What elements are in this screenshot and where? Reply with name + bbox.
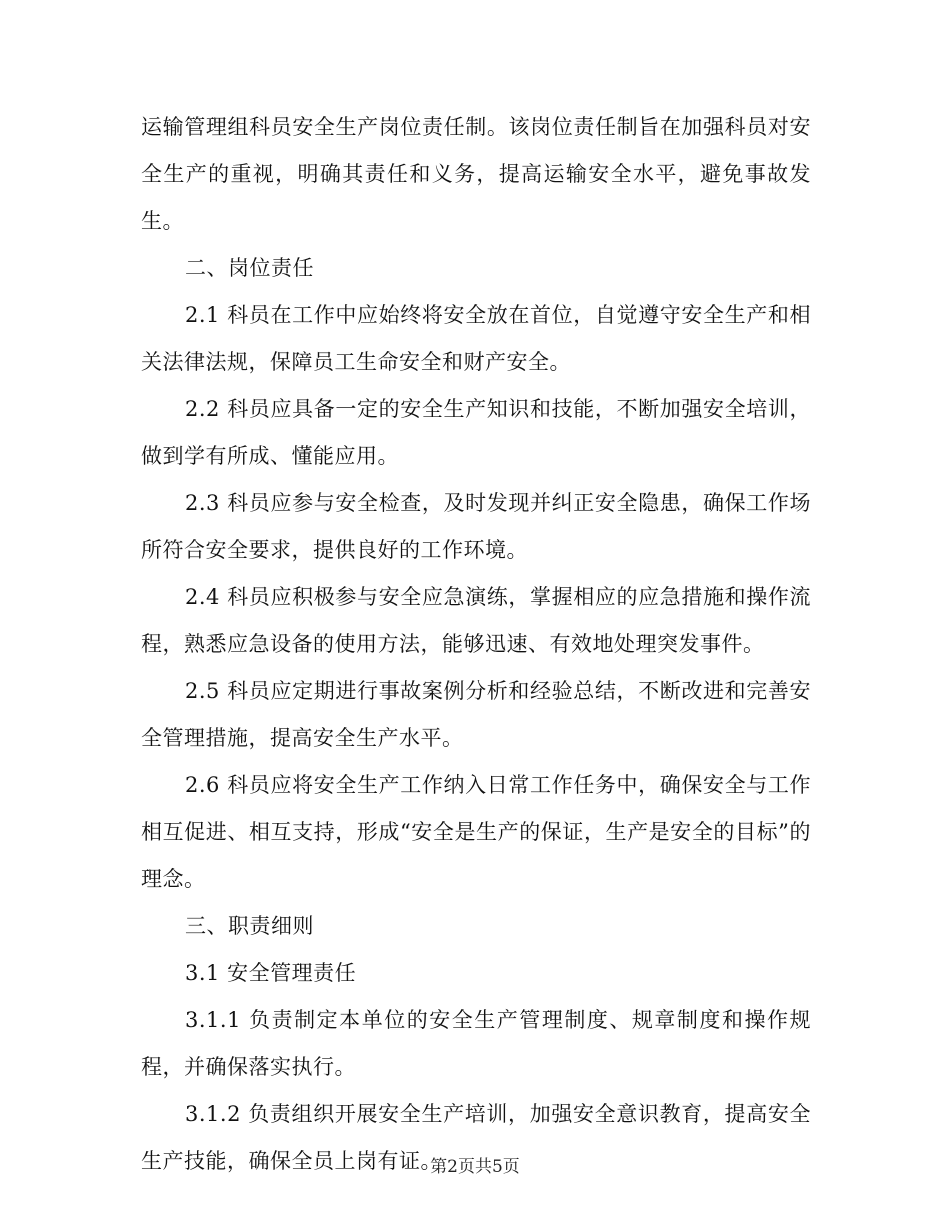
- paragraph-intro-continued: 运输管理组科员安全生产岗位责任制。该岗位责任制旨在加强科员对安全生产的重视，明确其责任和义务，提高运输安全水平，避免事故发生。: [141, 115, 811, 233]
- page-number-footer: 第2页共5页: [430, 1157, 520, 1177]
- clause-3-1-1: 3.1.1 负责制定本单位的安全生产管理制度、规章制度和操作规程，并确保落实执行。: [141, 1008, 811, 1079]
- clause-2-6: 2.6 科员应将安全生产工作纳入日常工作任务中，确保安全与工作相互促进、相互支持，形成“安全是生产的保证，生产是安全的目标”的理念。: [141, 773, 811, 891]
- section-heading-2: 二、岗位责任: [185, 256, 314, 280]
- subsection-heading-3-1: 3.1 安全管理责任: [185, 961, 357, 985]
- clause-2-1: 2.1 科员在工作中应始终将安全放在首位，自觉遵守安全生产和相关法律法规，保障员工生命安全和财产安全。: [141, 303, 811, 374]
- clause-2-3: 2.3 科员应参与安全检查，及时发现并纠正安全隐患，确保工作场所符合安全要求，提供良好的工作环境。: [141, 491, 811, 562]
- clause-3-1-2: 3.1.2 负责组织开展安全生产培训，加强安全意识教育，提高安全生产技能，确保全员上岗有证。: [141, 1102, 811, 1173]
- clause-2-2: 2.2 科员应具备一定的安全生产知识和技能，不断加强安全培训，做到学有所成、懂能应用。: [141, 397, 811, 468]
- clause-2-5: 2.5 科员应定期进行事故案例分析和经验总结，不断改进和完善安全管理措施，提高安全生产水平。: [141, 679, 811, 750]
- document-body: [141, 104, 811, 1185]
- section-heading-3: 三、职责细则: [185, 914, 314, 938]
- clause-2-4: 2.4 科员应积极参与安全应急演练，掌握相应的应急措施和操作流程，熟悉应急设备的使用方法，能够迅速、有效地处理突发事件。: [141, 585, 811, 656]
